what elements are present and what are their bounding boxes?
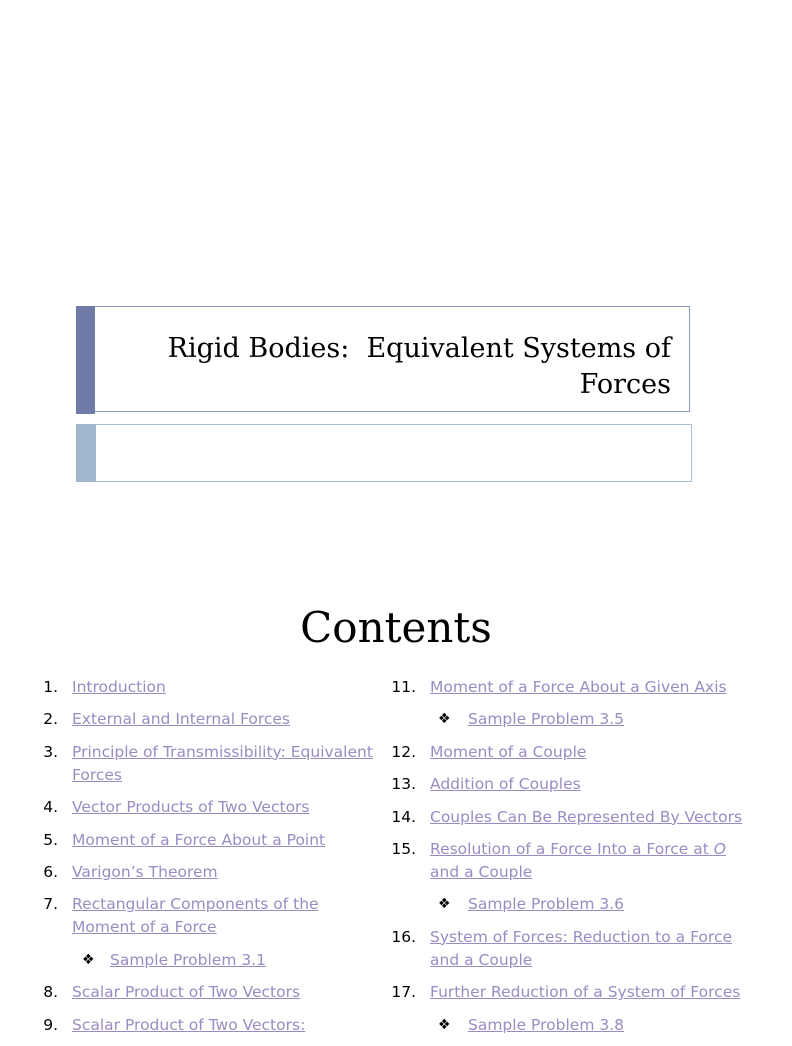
toc-number: 8.	[43, 983, 58, 1002]
toc-link-sample-problem-3-8[interactable]: Sample Problem 3.8	[468, 1015, 624, 1034]
toc-link-scalar-product-2[interactable]: Scalar Product of Two Vectors:	[72, 1015, 306, 1034]
slide-title: Rigid Bodies: Equivalent Systems of Forces	[167, 333, 680, 400]
toc-number: 4.	[43, 798, 58, 817]
toc-number: 16.	[391, 927, 416, 946]
toc-link-text-em: O	[713, 839, 726, 858]
toc-link-sample-problem-3-6[interactable]: Sample Problem 3.6	[468, 895, 624, 914]
toc-link-principle-transmissibility[interactable]: Principle of Transmissibility: Equivalent Forces	[72, 742, 373, 784]
toc-link-sample-problem-3-1[interactable]: Sample Problem 3.1	[110, 950, 266, 969]
toc-number: 3.	[43, 742, 58, 761]
toc-number: 6.	[43, 862, 58, 881]
toc-item	[30, 861, 380, 884]
toc-subitem	[388, 1014, 758, 1037]
toc-subitem	[388, 708, 758, 731]
toc-item	[30, 829, 380, 852]
toc-right-column	[388, 676, 758, 1046]
toc-item	[388, 926, 758, 972]
toc-item	[388, 741, 758, 764]
diamond-bullet-icon: ❖	[438, 711, 451, 728]
toc-subitem	[30, 949, 380, 972]
toc-number: 5.	[43, 830, 58, 849]
toc-link-vector-products[interactable]: Vector Products of Two Vectors	[72, 798, 310, 817]
toc-number: 12.	[391, 742, 416, 761]
toc-item	[388, 838, 758, 884]
toc-number: 7.	[43, 895, 58, 914]
toc-item	[30, 676, 380, 699]
toc-number: 2.	[43, 710, 58, 729]
toc-item	[388, 773, 758, 796]
contents-heading: Contents	[300, 603, 492, 652]
toc-link-scalar-product[interactable]: Scalar Product of Two Vectors	[72, 983, 301, 1002]
toc-link-introduction[interactable]: Introduction	[72, 678, 166, 696]
diamond-bullet-icon: ❖	[438, 1016, 451, 1033]
subtitle-accent-bar	[76, 424, 96, 482]
toc-number: 9.	[43, 1015, 58, 1034]
toc-link-moment-about-point[interactable]: Moment of a Force About a Point	[72, 830, 326, 849]
toc-link-further-reduction[interactable]: Further Reduction of a System of Forces	[430, 983, 741, 1002]
toc-link-moment-of-couple[interactable]: Moment of a Couple	[430, 742, 587, 761]
toc-item	[30, 981, 380, 1004]
toc-item	[388, 806, 758, 829]
toc-link-rectangular-components[interactable]: Rectangular Components of the Moment of a Force	[72, 895, 319, 937]
toc-item	[30, 708, 380, 731]
toc-number: 1.	[43, 678, 58, 696]
title-accent-bar	[76, 306, 95, 414]
toc-item	[30, 893, 380, 939]
subtitle-placeholder	[76, 424, 692, 482]
toc-link-sample-problem-3-5[interactable]: Sample Problem 3.5	[468, 710, 624, 729]
toc-subitem	[388, 893, 758, 916]
toc-item	[30, 741, 380, 787]
toc-item	[30, 1014, 380, 1037]
toc-number: 11.	[391, 678, 416, 696]
toc-link-external-internal-forces[interactable]: External and Internal Forces	[72, 710, 290, 729]
toc-left-column	[30, 676, 380, 1046]
toc-link-resolution-of-force[interactable]	[430, 840, 726, 881]
toc-link-text-pre: Resolution of a Force Into a Force at	[430, 839, 714, 858]
toc-item	[388, 676, 758, 699]
toc-link-system-of-forces[interactable]: System of Forces: Reduction to a Force and a Couple	[430, 927, 733, 969]
toc-number: 15.	[391, 839, 416, 858]
diamond-bullet-icon: ❖	[438, 896, 451, 913]
diamond-bullet-icon: ❖	[82, 951, 95, 968]
toc-number: 17.	[391, 983, 416, 1002]
toc-item	[388, 981, 758, 1004]
toc-item	[30, 796, 380, 819]
toc-link-moment-about-axis[interactable]: Moment of a Force About a Given Axis	[430, 678, 727, 696]
toc-link-varigons-theorem[interactable]: Varigon’s Theorem	[72, 862, 218, 881]
toc-link-addition-of-couples[interactable]: Addition of Couples	[430, 775, 581, 794]
toc-number: 14.	[391, 807, 416, 826]
title-placeholder	[76, 306, 690, 412]
toc-number: 13.	[391, 775, 416, 794]
toc-link-text-post: and a Couple	[430, 862, 533, 881]
toc-link-couples-vectors[interactable]: Couples Can Be Represented By Vectors	[430, 807, 743, 826]
